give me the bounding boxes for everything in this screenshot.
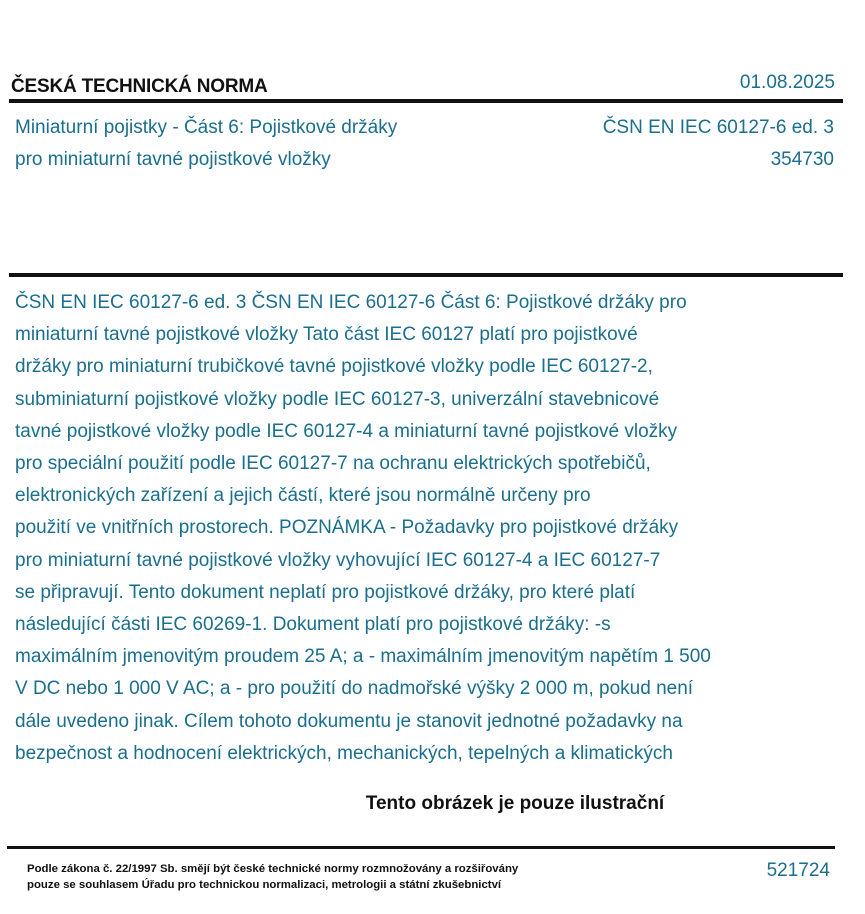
abstract-line: držáky pro miniaturní trubičkové tavné pojistkové vložky podle IEC 60127-2,: [15, 356, 653, 378]
abstract-line: následující části IEC 60269-1. Dokument platí pro pojistkové držáky: -s: [15, 614, 611, 636]
abstract-line: se připravují. Tento dokument neplatí pro pojistkové držáky, pro které platí: [15, 581, 636, 603]
abstract-line: ČSN EN IEC 60127-6 ed. 3 ČSN EN IEC 60127-6 Část 6: Pojistkové držáky pro: [15, 292, 687, 313]
abstract-line: maximálním jmenovitým proudem 25 A; a - maximálním jmenovitým napětím 1 500: [15, 646, 711, 668]
abstract-line: V DC nebo 1 000 V AC; a - pro použití do nadmořské výšky 2 000 m, pokud není: [15, 678, 694, 700]
abstract-line: použití ve vnitřních prostorech. POZNÁMKA - Požadavky pro pojistkové držáky: [15, 517, 679, 539]
abstract-line: tavné pojistkové vložky podle IEC 60127-4 a miniaturní tavné pojistkové vložky: [15, 420, 678, 442]
legal-notice-line-1: Podle zákona č. 22/1997 Sb. smějí být české technické normy rozmnožovány a rozšiřovány: [27, 863, 519, 875]
abstract-line: subminiaturní pojistkové vložky podle IEC 60127-3, univerzální stavebnicové: [15, 388, 660, 410]
illustration-note: Tento obrázek je pouze ilustrační: [365, 793, 665, 814]
abstract-line: dále uvedeno jinak. Cílem tohoto dokumentu je stanovit jednotné požadavky na: [15, 710, 683, 732]
section-divider: [9, 273, 843, 277]
issue-date: 01.08.2025: [739, 72, 835, 93]
header-divider: [9, 99, 843, 103]
document-number: 521724: [766, 860, 830, 881]
legal-notice: [27, 861, 518, 893]
classification-number: 354730: [770, 149, 834, 170]
abstract-line: bezpečnost a hodnocení elektrických, mechanických, tepelných a klimatických: [15, 742, 673, 764]
legal-notice-line-2: pouze se souhlasem Úřadu pro technickou normalizaci, metrologii a státní zkušebnictví: [27, 879, 502, 891]
abstract-line: elektronických zařízení a jejich částí, které jsou normálně určeny pro: [15, 485, 591, 507]
abstract-line: miniaturní tavné pojistkové vložky Tato část IEC 60127 platí pro pojistkové: [15, 324, 638, 346]
norm-label: ČESKÁ TECHNICKÁ NORMA: [11, 76, 268, 97]
abstract-line: pro miniaturní tavné pojistkové vložky vyhovující IEC 60127-4 a IEC 60127-7: [15, 549, 661, 571]
abstract-text: [15, 287, 815, 770]
standard-title-line-1: Miniaturní pojistky - Část 6: Pojistkové držáky: [15, 117, 398, 138]
footer-divider: [7, 846, 835, 849]
abstract-line: pro speciální použití podle IEC 60127-7 na ochranu elektrických spotřebičů,: [15, 453, 651, 475]
standard-title-line-2: pro miniaturní tavné pojistkové vložky: [15, 149, 331, 170]
standard-code: ČSN EN IEC 60127-6 ed. 3: [602, 117, 834, 138]
